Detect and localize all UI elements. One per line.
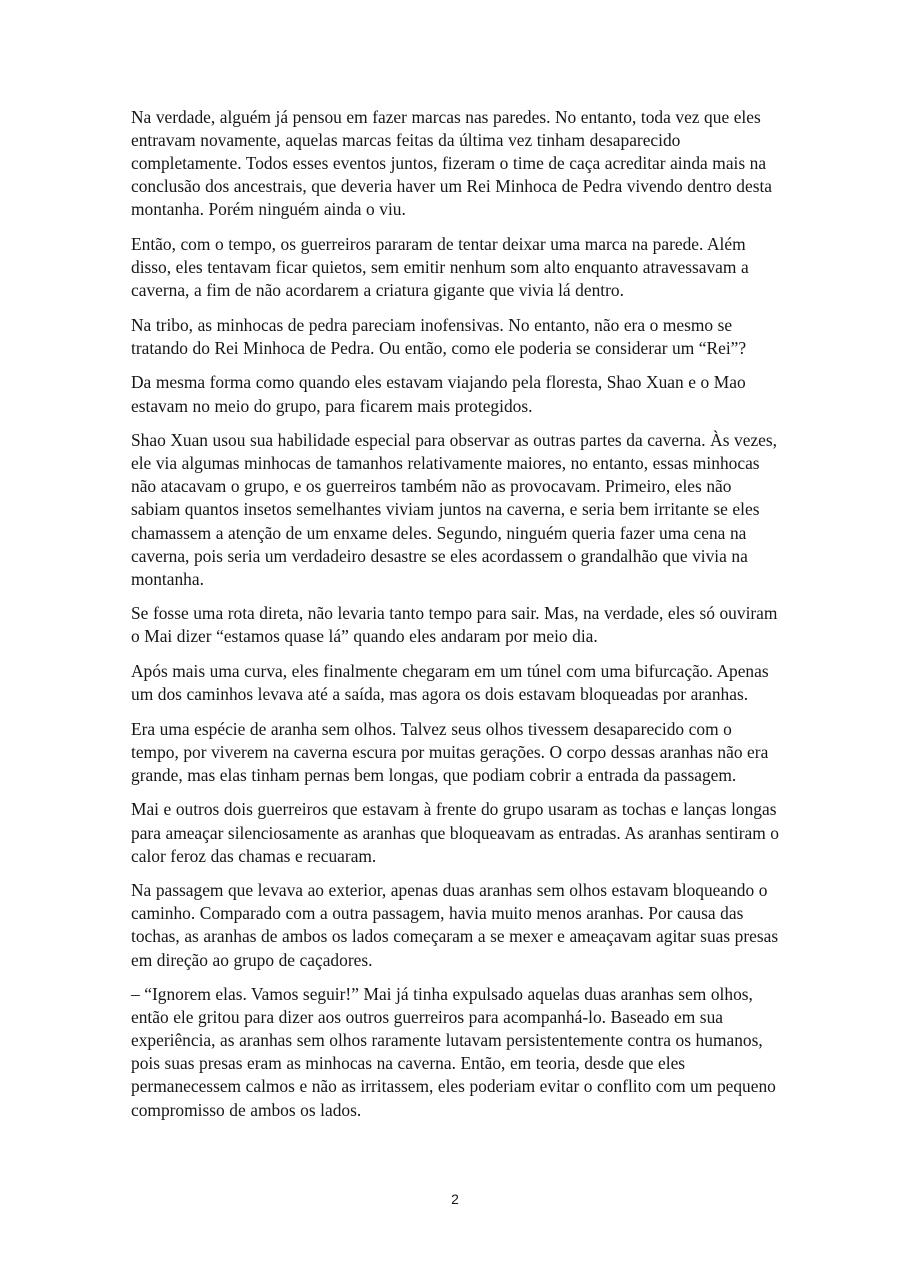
- body-text: [131, 106, 781, 1133]
- paragraph: Se fosse uma rota direta, não levaria tanto tempo para sair. Mas, na verdade, eles só ouviram o Mai dizer “estamos quase lá” quando eles andaram por meio dia.: [131, 603, 778, 647]
- paragraph: Na tribo, as minhocas de pedra pareciam inofensivas. No entanto, não era o mesmo se tratando do Rei Minhoca de Pedra. Ou então, como ele poderia se considerar um “Rei”?: [131, 314, 747, 358]
- paragraph: Então, com o tempo, os guerreiros pararam de tentar deixar uma marca na parede. Além disso, eles tentavam ficar quietos, sem emitir nenhum som alto enquanto atravessavam a caverna, a fim de não acordarem a criatura gigante que vivia lá dentro.: [131, 233, 749, 301]
- paragraph: Shao Xuan usou sua habilidade especial para observar as outras partes da caverna. Às vezes, ele via algumas minhocas de tamanhos relativamente maiores, no entanto, essas minhocas não atacavam o grupo, e os guerreiros também não as provocavam. Primeiro, eles não sabiam quantos insetos semelhantes viviam juntos na caverna, e seria bem irritante se eles chamassem a atenção de um enxame deles. Segundo, ninguém queria fazer uma cena na caverna, pois seria um verdadeiro desastre se eles acordassem o grandalhão que vivia na montanha.: [131, 430, 778, 589]
- paragraph: – “Ignorem elas. Vamos seguir!” Mai já tinha expulsado aquelas duas aranhas sem olhos, então ele gritou para dizer aos outros guerreiros para acompanhá-lo. Baseado em sua experiência, as aranhas sem olhos raramente lutavam persistentemente contra os humanos, pois suas presas eram as minhocas na caverna. Então, em teoria, desde que eles permanecessem calmos e não as irritassem, eles poderiam evitar o conflito com um pequeno compromisso de ambos os lados.: [131, 984, 776, 1120]
- page-number: 2: [451, 1191, 459, 1207]
- paragraph: Era uma espécie de aranha sem olhos. Talvez seus olhos tivessem desaparecido com o tempo, por viverem na caverna escura por muitas gerações. O corpo dessas aranhas não era grande, mas elas tinham pernas bem longas, que podiam cobrir a entrada da passagem.: [131, 718, 769, 785]
- paragraph: Na passagem que levava ao exterior, apenas duas aranhas sem olhos estavam bloqueando o caminho. Comparado com a outra passagem, havia muito menos aranhas. Por causa das tochas, as aranhas de ambos os lados começaram a se mexer e ameaçavam agitar suas presas em direção ao grupo de caçadores.: [131, 880, 779, 970]
- paragraph: Mai e outros dois guerreiros que estavam à frente do grupo usaram as tochas e lanças longas para ameaçar silenciosamente as aranhas que bloqueavam as entradas. As aranhas sentiram o calor feroz das chamas e recuaram.: [131, 799, 779, 866]
- paragraph: Após mais uma curva, eles finalmente chegaram em um túnel com uma bifurcação. Apenas um dos caminhos levava até a saída, mas agora os dois estavam bloqueadas por aranhas.: [131, 660, 769, 705]
- paragraph: Na verdade, alguém já pensou em fazer marcas nas paredes. No entanto, toda vez que eles entravam novamente, aquelas marcas feitas da última vez tinham desaparecido completamente. Todos esses eventos juntos, fizeram o time de caça acreditar ainda mais na conclusão dos ancestrais, que deveria haver um Rei Minhoca de Pedra vivendo dentro desta montanha. Porém ninguém ainda o viu.: [131, 107, 773, 220]
- paragraph: Da mesma forma como quando eles estavam viajando pela floresta, Shao Xuan e o Mao estavam no meio do grupo, para ficarem mais protegidos.: [131, 372, 746, 416]
